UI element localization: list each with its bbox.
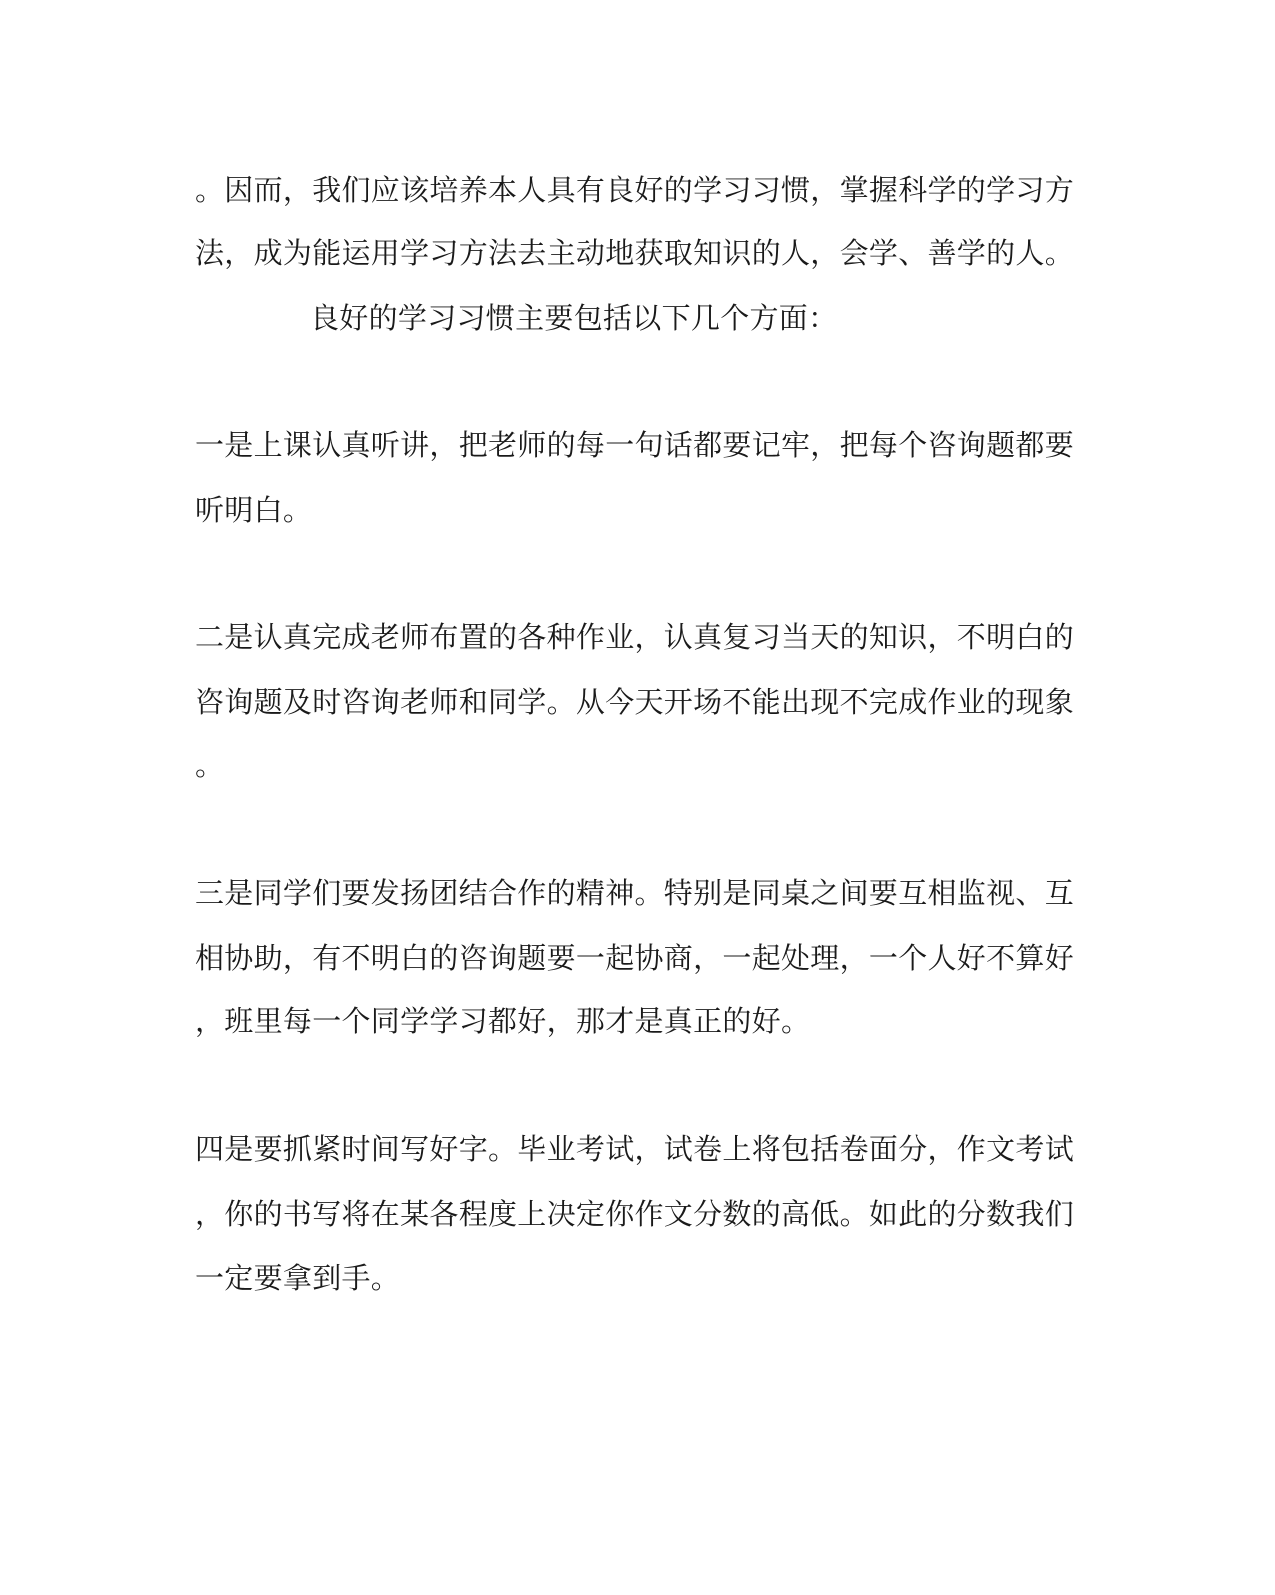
item1-line-1: 一是上课认真听讲，把老师的每一句话都要记牢，把每个咨询题都要 (195, 428, 1075, 462)
item3-line-3: ，班里每一个同学学习都好，那才是真正的好。 (195, 1004, 811, 1038)
intro-line-1: 。因而，我们应该培养本人具有良好的学习习惯，掌握科学的学习方 (195, 173, 1075, 207)
item2-line-1: 二是认真完成老师布置的各种作业，认真复习当天的知识，不明白的 (195, 620, 1075, 654)
item2-line-3: 。 (195, 748, 225, 782)
item4-line-1: 四是要抓紧时间写好字。毕业考试，试卷上将包括卷面分，作文考试 (195, 1132, 1075, 1166)
item4-line-3: 一定要拿到手。 (195, 1261, 401, 1295)
lead-in-line: 良好的学习习惯主要包括以下几个方面： (310, 301, 838, 335)
item3-line-2: 相协助，有不明白的咨询题要一起协商，一起处理，一个人好不算好 (195, 941, 1075, 975)
item1-line-2: 听明白。 (195, 493, 313, 527)
item2-line-2: 咨询题及时咨询老师和同学。从今天开场不能出现不完成作业的现象 (195, 685, 1075, 719)
intro-line-2: 法，成为能运用学习方法去主动地获取知识的人，会学、善学的人。 (195, 236, 1075, 270)
item3-line-1: 三是同学们要发扬团结合作的精神。特别是同桌之间要互相监视、互 (195, 876, 1075, 910)
item4-line-2: ，你的书写将在某各程度上决定你作文分数的高低。如此的分数我们 (195, 1197, 1075, 1231)
